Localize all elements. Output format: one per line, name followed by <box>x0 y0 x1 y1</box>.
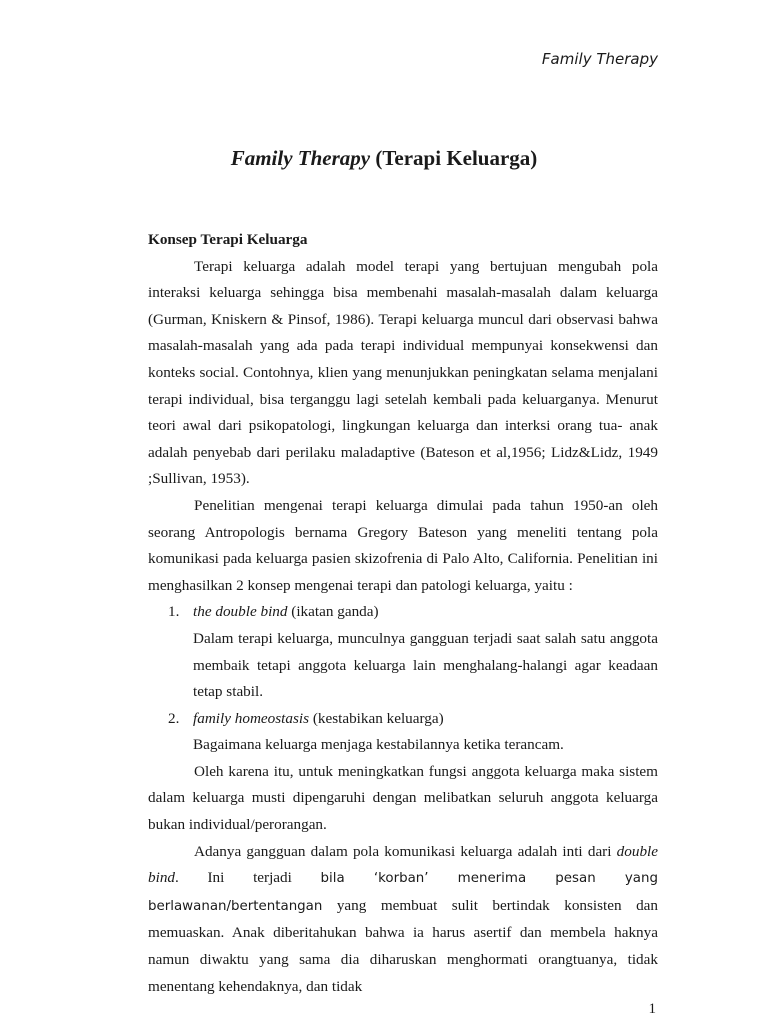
list-item-1-term: the double bind <box>193 603 288 621</box>
paragraph-3: Oleh karena itu, untuk meningkatkan fungsi anggota keluarga maka sistem dalam keluarga musti dipengaruhi dengan melibatkan seluruh anggota keluarga bukan individual/perorangan. <box>148 762 658 834</box>
paragraph-4 <box>148 839 658 1001</box>
section-heading: Konsep Terapi Keluarga <box>148 231 308 248</box>
paragraph-4-mid: . Ini terjadi <box>175 869 321 887</box>
list-number-2: 2. <box>168 709 180 727</box>
list-item-1-title <box>193 599 658 626</box>
paragraph-4-em: double bind <box>148 842 658 887</box>
title-italic-part: Family Therapy <box>230 146 371 170</box>
paragraph-2: Penelitian mengenai terapi keluarga dimulai pada tahun 1950-an oleh seorang Antropologis bernama Gregory Bateson yang meneliti tentang pola komunikasi pada keluarga pasien skizofrenia di Palo Alto, California. Penelitian ini menghasilkan 2 konsep mengenai terapi dan patologi keluarga, yaitu : <box>148 496 658 594</box>
list-item-2-description: Bagaimana keluarga menjaga kestabilannya ketika terancam. <box>193 736 564 754</box>
list-item-2-title <box>193 706 658 733</box>
document-title <box>0 146 768 171</box>
paragraph-1: Terapi keluarga adalah model terapi yang bertujuan mengubah pola interaksi keluarga sehingga bisa membenahi masalah-masalah dalam keluarga (Gurman, Kniskern & Pinsof, 1986). Terapi keluarga muncul dari observasi bahwa masalah-masalah yang ada pada terapi individual mempunyai konsekwensi dan konteks social. Contohnya, klien yang menunjukkan peningkatan selama menjalani terapi individual, bisa terganggu lagi setelah kembali pada keluarganya. Menurut teori awal dari psikopatologi, lingkungan keluarga dan interksi orang tua- anak adalah penyebab dari perilaku maladaptive (Bateson et al,1956; Lidz&Lidz, 1949 ;Sullivan, 1953). <box>148 257 658 488</box>
title-plain-part: (Terapi Keluarga) <box>370 146 538 170</box>
list-item-1-description: Dalam terapi keluarga, munculnya gangguan terjadi saat salah satu anggota membaik tetapi anggota keluarga lain menghalang-halangi agar keadaan tetap stabil. <box>193 629 658 701</box>
running-header: Family Therapy <box>541 50 658 68</box>
list-item-2-gloss: (kestabikan keluarga) <box>309 709 444 727</box>
list-item-2-term: family homeostasis <box>193 709 310 727</box>
list-item-1 <box>148 599 658 705</box>
list-number-1: 1. <box>168 603 180 621</box>
paragraph-4-sans-run: bila ‘korban’ menerima pesan yang berlawanan/bertentangan <box>148 871 658 914</box>
document-body <box>148 227 658 1000</box>
list-item-1-gloss: (ikatan ganda) <box>287 603 379 621</box>
page-number: 1 <box>648 1001 656 1017</box>
concept-list <box>148 599 658 759</box>
list-item-2 <box>148 706 658 759</box>
paragraph-4-start: Adanya gangguan dalam pola komunikasi keluarga adalah inti dari <box>194 842 617 860</box>
paragraph-4-end: yang membuat sulit bertindak konsisten dan memuaskan. Anak diberitahukan bahwa ia harus asertif dan membela haknya namun diwaktu yang sama dia diharuskan menghormati orangtuanya, tidak menentang kehendaknya, dan tidak <box>148 896 658 995</box>
